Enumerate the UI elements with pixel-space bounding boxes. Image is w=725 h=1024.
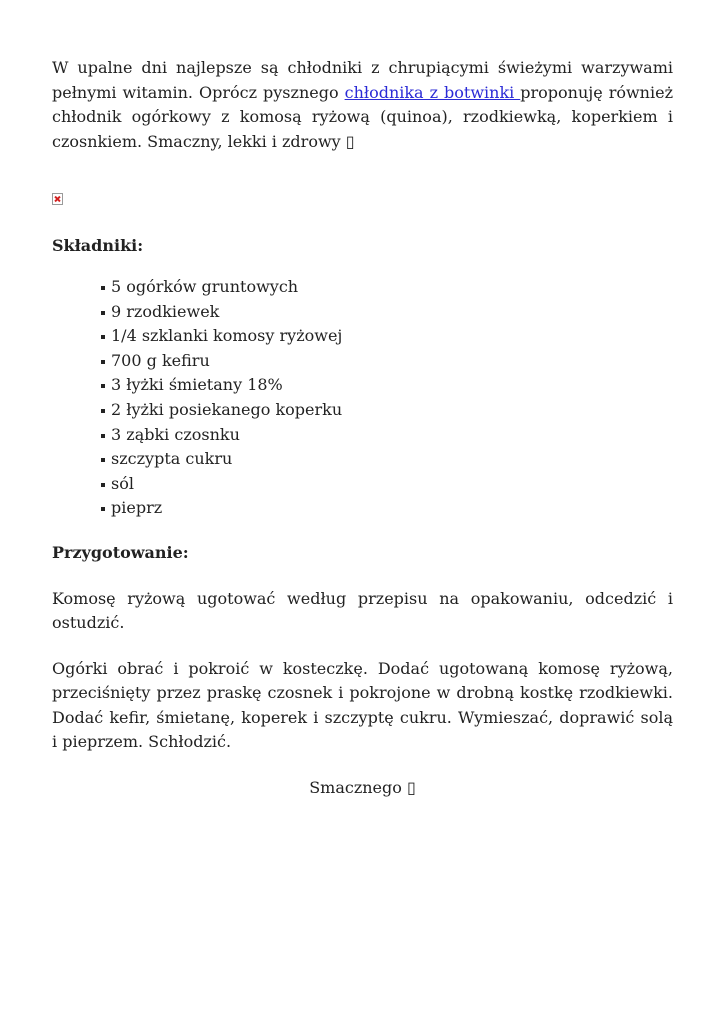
broken-image-icon [52,193,63,205]
list-item: 1/4 szklanki komosy ryżowej [101,324,673,349]
intro-text-before-link: W upalne dni najlepsze są chłodniki z chrupiącymi świeżymi warzywami pełnymi witamin. Oprócz pysznego [52,58,673,102]
list-item: 3 ząbki czosnku [101,423,673,448]
preparation-step-1: Komosę ryżową ugotować według przepisu na opakowaniu, odcedzić i ostudzić. [52,588,673,633]
beet-soup-link[interactable]: chłodnika z botwinki [344,82,521,102]
intro-paragraph [52,56,673,154]
preparation-step-2: Ogórki obrać i pokroić w kosteczkę. Dodać ugotowaną komosę ryżową, przeciśnięty przez praskę czosnek i pokrojone w drobną kostkę rzodkiewki. Dodać kefir, śmietanę, koperek i szczyptę cukru. Wymieszać, doprawić solą i pieprzem. Schłodzić. [52,658,673,752]
list-item: 3 łyżki śmietany 18% [101,373,673,398]
list-item: 9 rzodkiewek [101,300,673,325]
list-item: 5 ogórków gruntowych [101,275,673,300]
emoji-placeholder-icon: ▯ [345,131,355,151]
list-item: 2 łyżki posiekanego koperku [101,398,673,423]
preparation-heading: Przygotowanie: [52,542,189,562]
list-item: sól [101,472,673,497]
intro-text-after-link: proponuję również chłodnik ogórkowy z komosą ryżową (quinoa), rzodkiewką, koperkiem i czosnkiem. Smaczny, lekki i zdrowy [52,82,674,151]
list-item: pieprz [101,496,673,521]
closing-line [52,776,673,801]
emoji-placeholder-icon: ▯ [406,777,416,797]
ingredients-list [52,275,673,521]
article-body [52,56,673,800]
ingredients-heading: Składniki: [52,236,144,255]
list-item: 700 g kefiru [101,349,673,374]
closing-text: Smacznego [309,777,407,797]
list-item: szczypta cukru [101,447,673,472]
